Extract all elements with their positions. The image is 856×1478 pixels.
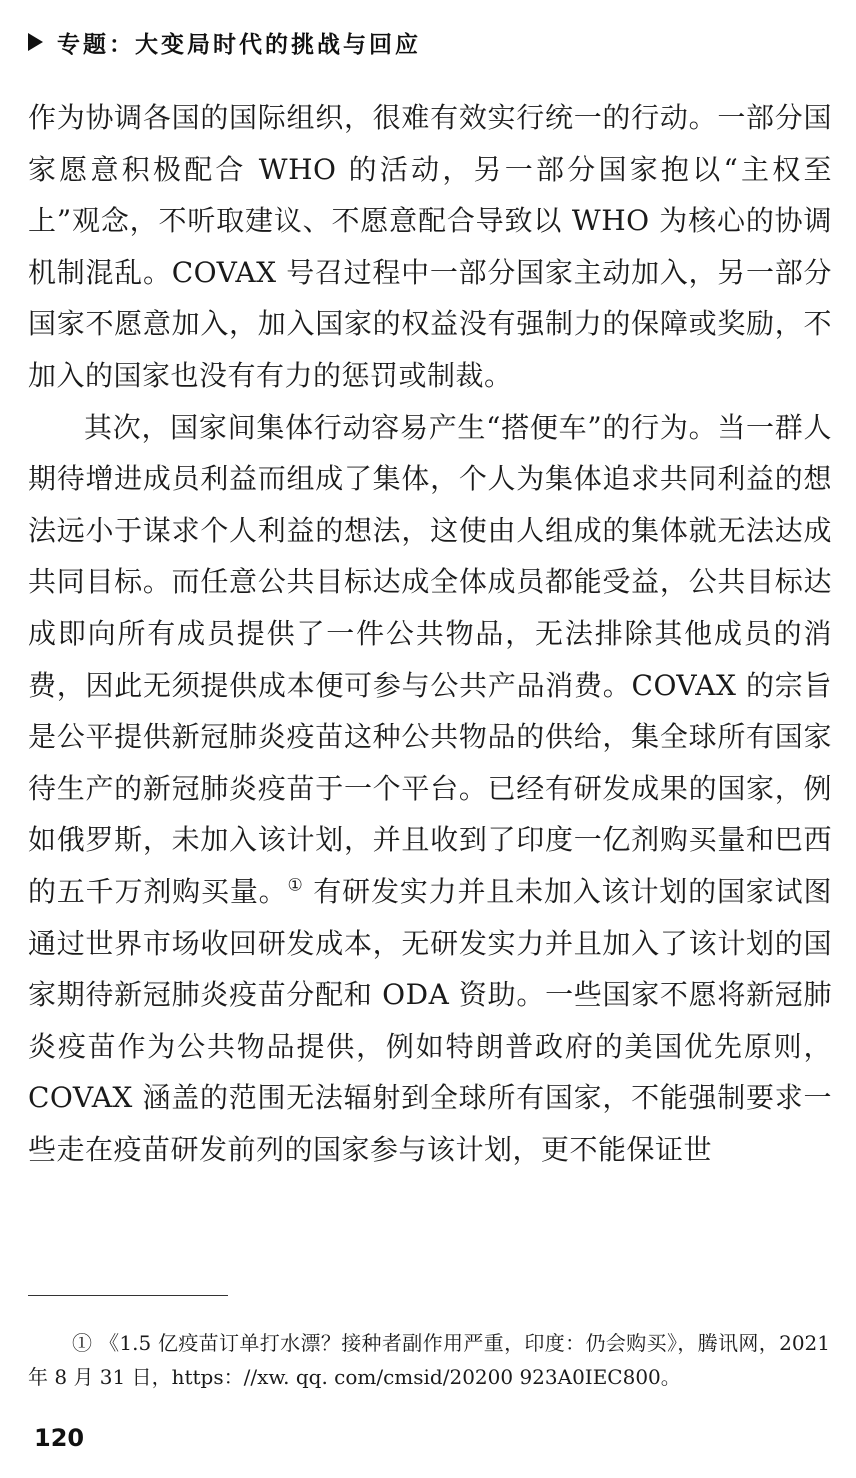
footnote: ① 《1.5 亿疫苗订单打水漂？接种者副作用严重，印度：仍会购买》，腾讯网，2021 年 8 月 31 日，https：//xw. qq. com/cmsid/20200 923A0IEC800。 (28, 1331, 830, 1389)
body-text (28, 92, 832, 1175)
running-header (28, 24, 421, 60)
page-number: 120 (34, 1424, 85, 1452)
paragraph-2 (28, 402, 832, 1176)
running-header-title: 专题：大变局时代的挑战与回应 (57, 31, 421, 58)
footnote-reference[interactable]: ① (287, 875, 304, 896)
paragraph-1: 作为协调各国的国际组织，很难有效实行统一的行动。一部分国家愿意积极配合 WHO 的活动，另一部分国家抱以“主权至上”观念，不听取建议、不愿意配合导致以 WHO 为核心的协调机制混乱。COVAX 号召过程中一部分国家主动加入，另一部分国家不愿意加入，加入国家的权益没有强制力的保障或奖励，不加入的国家也没有有力的惩罚或制裁。 (28, 101, 832, 392)
paragraph-2-text-a: 其次，国家间集体行动容易产生“搭便车”的行为。当一群人期待增进成员利益而组成了集体，个人为集体追求共同利益的想法远小于谋求个人利益的想法，这使由人组成的集体就无法达成共同目标。而任意公共目标达成全体成员都能受益，公共目标达成即向所有成员提供了一件公共物品，无法排除其他成员的消费，因此无须提供成本便可参与公共产品消费。COVAX 的宗旨是公平提供新冠肺炎疫苗这种公共物品的供给，集全球所有国家待生产的新冠肺炎疫苗于一个平台。已经有研发成果的国家，例如俄罗斯，未加入该计划，并且收到了印度一亿剂购买量和巴西的五千万剂购买量。 (28, 410, 832, 908)
play-triangle-icon (28, 33, 43, 51)
paragraph-2-text-b: 有研发实力并且未加入该计划的国家试图通过世界市场收回研发成本，无研发实力并且加入了该计划的国家期待新冠肺炎疫苗分配和 ODA 资助。一些国家不愿将新冠肺炎疫苗作为公共物品提供，例如特朗普政府的美国优先原则，COVAX 涵盖的范围无法辐射到全球所有国家，不能强制要求一些走在疫苗研发前列的国家参与该计划，更不能保证世 (28, 874, 832, 1166)
footnote-divider (28, 1295, 228, 1296)
